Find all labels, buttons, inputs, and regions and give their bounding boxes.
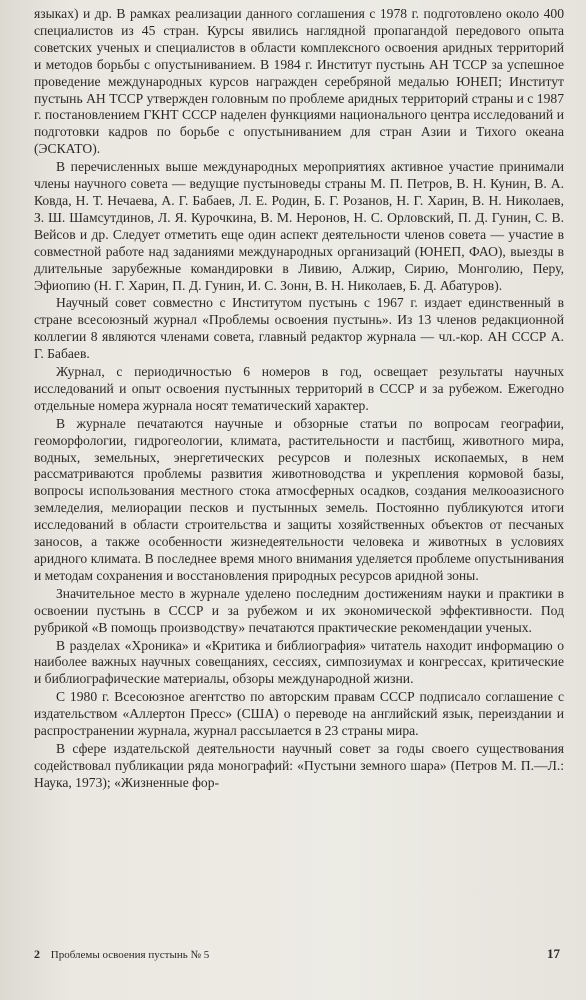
page-number: 17 — [547, 946, 560, 961]
signature-number: 2 — [34, 947, 40, 961]
paragraph: В перечисленных выше международных мероприятиях активное участие принимали члены научного совета — ведущие пустыноведы страны М. П. Петров, В. Н. Кунин, В. А. Ковда, Н. Т. Нечаева, А. Г. Бабаев, Л. Е. Родин, Б. Г. Розанов, Н. Г. Харин, В. Н. Николаев, З. Ш. Шамсутдинов, Л. Я. Курочкина, В. М. Неронов, Н. С. Орловский, П. Д. Гунин, С. В. Вейсов и др. Следует отметить еще один аспект деятельности членов совета — участие в совместной работе над заданиями международных организаций (ЮНЕП, ФАО), выезды в длительные зарубежные командировки в Ливию, Алжир, Сирию, Монголию, Перу, Эфиопию (Н. Г. Харин, П. Д. Гунин, И. С. Зонн, В. Н. Николаев, Б. Д. Абатуров). — [34, 159, 564, 293]
paragraph: языках) и др. В рамках реализации данного соглашения с 1978 г. подготовлено около 400 специалистов из 45 стран. Курсы явились наглядной пропагандой передового опыта советских ученых и специалистов в области комплексного освоения аридных территорий и методов борьбы с опустыниванием. В 1984 г. Институт пустынь АН ТССР за успешное проведение международных курсов награжден серебряной медалью ЮНЕП; Институт пустынь АН ТССР утвержден головным по проблеме аридных территорий страны и с 1987 г. постановлением ГКНТ СССР наделен функциями национального центра исследований и подготовки кадров по борьбе с опустыниванием для стран Азии и Тихого океана (ЭСКАТО). — [34, 6, 564, 157]
body-text — [34, 6, 564, 792]
paragraph: Научный совет совместно с Институтом пустынь с 1967 г. издает единственный в стране всесоюзный журнал «Проблемы освоения пустынь». Из 13 членов редакционной коллегии 8 являются членами совета, главный редактор журнала — чл.-кор. АН СССР А. Г. Бабаев. — [34, 295, 564, 362]
paragraph: В журнале печатаются научные и обзорные статьи по вопросам географии, геоморфологии, гидрогеологии, климата, растительности и пастбищ, животного мира, водных, земельных, энергетических ресурсов и полезных ископаемых, в нем рассматриваются проблемы развития животноводства и укрепления кормовой базы, вопросы использования местного стока атмосферных осадков, создания мелкооазисного земледелия, мелиорации песков и пустынных земель. Постоянно публикуются итоги исследований в области строительства и защиты хозяйственных объектов от песчаных заносов, а также особенности жизнедеятельности человека и животных в условиях аридного климата. В последнее время много внимания уделяется проблеме опустынивания и методам сохранения и восстановления природных ресурсов аридной зоны. — [34, 415, 564, 583]
paragraph: В сфере издательской деятельности научный совет за годы своего существования содействовал публикации ряда монографий: «Пустыни земного шара» (Петров М. П.—Л.: Наука, 1973); «Жизненные фор- — [34, 740, 564, 790]
paragraph: Значительное место в журнале уделено последним достижениям науки и практики в освоении пустынь в СССР и за рубежом и их экономической эффективности. Под рубрикой «В помощь производству» печатаются практические рекомендации ученых. — [34, 585, 564, 635]
paragraph: Журнал, с периодичностью 6 номеров в год, освещает результаты научных исследований и опыт освоения пустынных территорий в СССР и за рубежом. Ежегодно отдельные номера журнала носят тематический характер. — [34, 364, 564, 413]
signature-title: Проблемы освоения пустынь № 5 — [50, 949, 210, 961]
page-footer — [34, 946, 560, 962]
paragraph: С 1980 г. Всесоюзное агентство по авторским правам СССР подписало соглашение с издательством «Аллертон Пресс» (США) о переводе на английский язык, переиздании и распространении журнала, журнал рассылается в 23 страны мира. — [34, 689, 564, 739]
paragraph: В разделах «Хроника» и «Критика и библиография» читатель находит информацию о наиболее важных научных совещаниях, сессиях, симпозиумах и конгрессах, критические и библиографические материалы, обзоры международной жизни. — [34, 637, 564, 687]
